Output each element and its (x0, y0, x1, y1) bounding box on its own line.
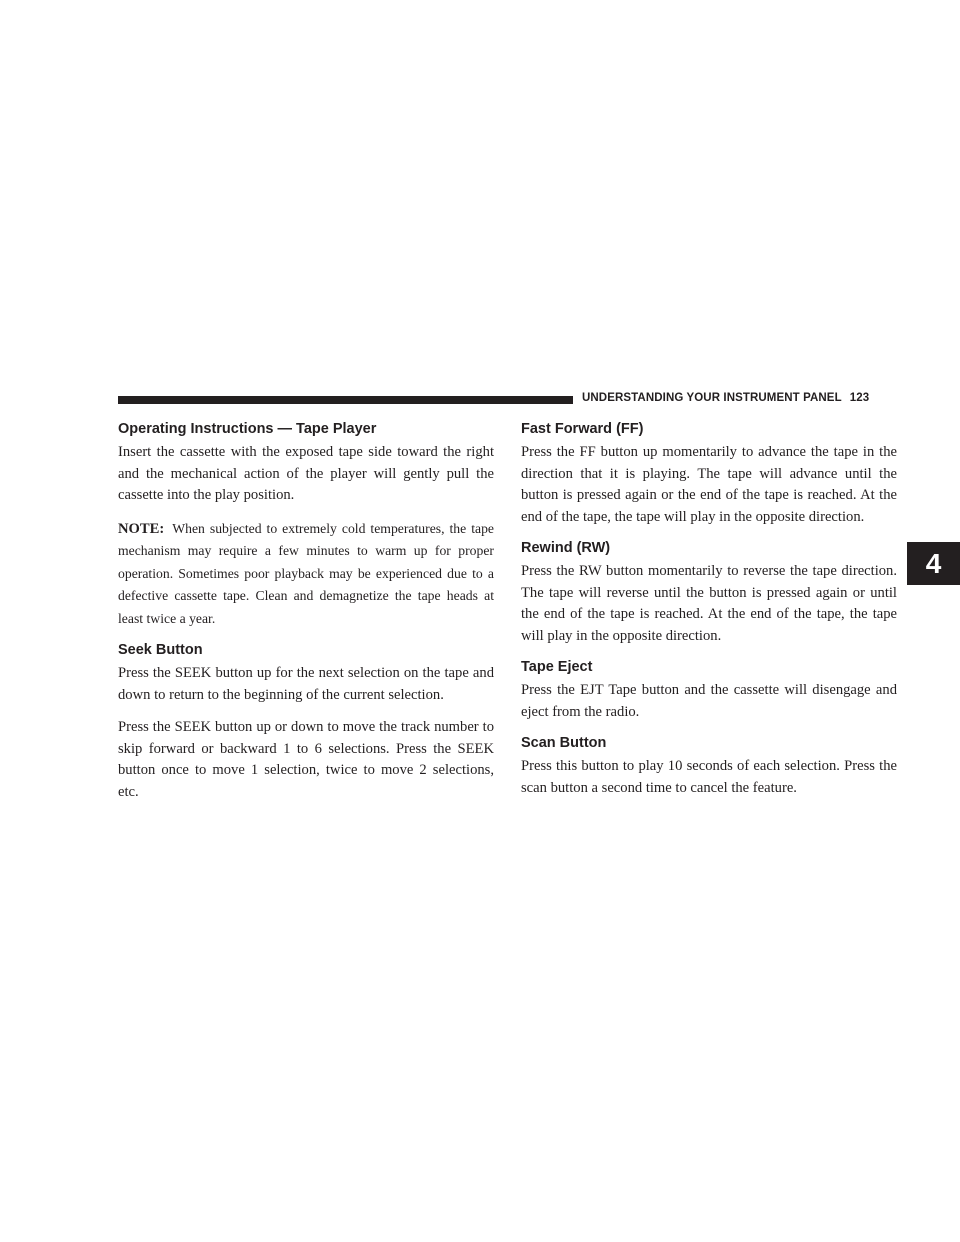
header-rule (118, 396, 573, 404)
note-paragraph (118, 518, 494, 631)
body-paragraph: Press the RW button momentarily to reverse the tape direction. The tape will reverse until the button is pressed again or until the end of the tape is reached. At the end of the tape, the tape will play in the opposite direction. (521, 563, 897, 644)
section-heading: Scan Button (521, 735, 607, 751)
page-number: 123 (849, 392, 870, 404)
running-header (582, 392, 869, 404)
header-title: UNDERSTANDING YOUR INSTRUMENT PANEL (582, 392, 842, 404)
section-scan-button (521, 734, 897, 799)
section-seek-button (118, 641, 494, 803)
note-body: When subjected to extremely cold temperatures, the tape mechanism may require a few minutes to warm up for proper operation. Sometimes poor playback may be experienced due to a defective cassette tape. Clean and demagnetize the tape heads at least twice a year. (118, 520, 494, 626)
section-heading: Fast Forward (FF) (521, 421, 644, 437)
section-heading: Tape Eject (521, 659, 593, 675)
body-paragraph: Press this button to play 10 seconds of each selection. Press the scan button a second time to cancel the feature. (521, 758, 897, 796)
note-label: NOTE: (118, 520, 165, 537)
section-operating-instructions (118, 420, 494, 630)
section-heading: Operating Instructions — Tape Player (118, 421, 377, 437)
section-tape-eject (521, 658, 897, 723)
body-paragraph: Press the FF button up momentarily to advance the tape in the direction that it is playing. The tape will advance until the button is pressed again or the end of the tape is reached. At the end of the tape, the tape will play in the opposite direction. (521, 444, 897, 525)
body-paragraph: Insert the cassette with the exposed tape side toward the right and the mechanical action of the player will gently pull the cassette into the play position. (118, 444, 494, 503)
body-paragraph: Press the SEEK button up for the next selection on the tape and down to return to the beginning of the current selection. (118, 665, 494, 703)
section-rewind (521, 539, 897, 647)
chapter-tab: 4 (907, 542, 960, 585)
left-column (118, 420, 494, 814)
section-heading: Rewind (RW) (521, 540, 611, 556)
section-heading: Seek Button (118, 642, 203, 658)
section-fast-forward (521, 420, 897, 528)
body-paragraph: Press the EJT Tape button and the cassette will disengage and eject from the radio. (521, 682, 897, 720)
right-column (521, 420, 897, 810)
body-paragraph: Press the SEEK button up or down to move the track number to skip forward or backward 1 to 6 selections. Press the SEEK button once to move 1 selection, twice to move 2 selections, etc. (118, 719, 494, 800)
